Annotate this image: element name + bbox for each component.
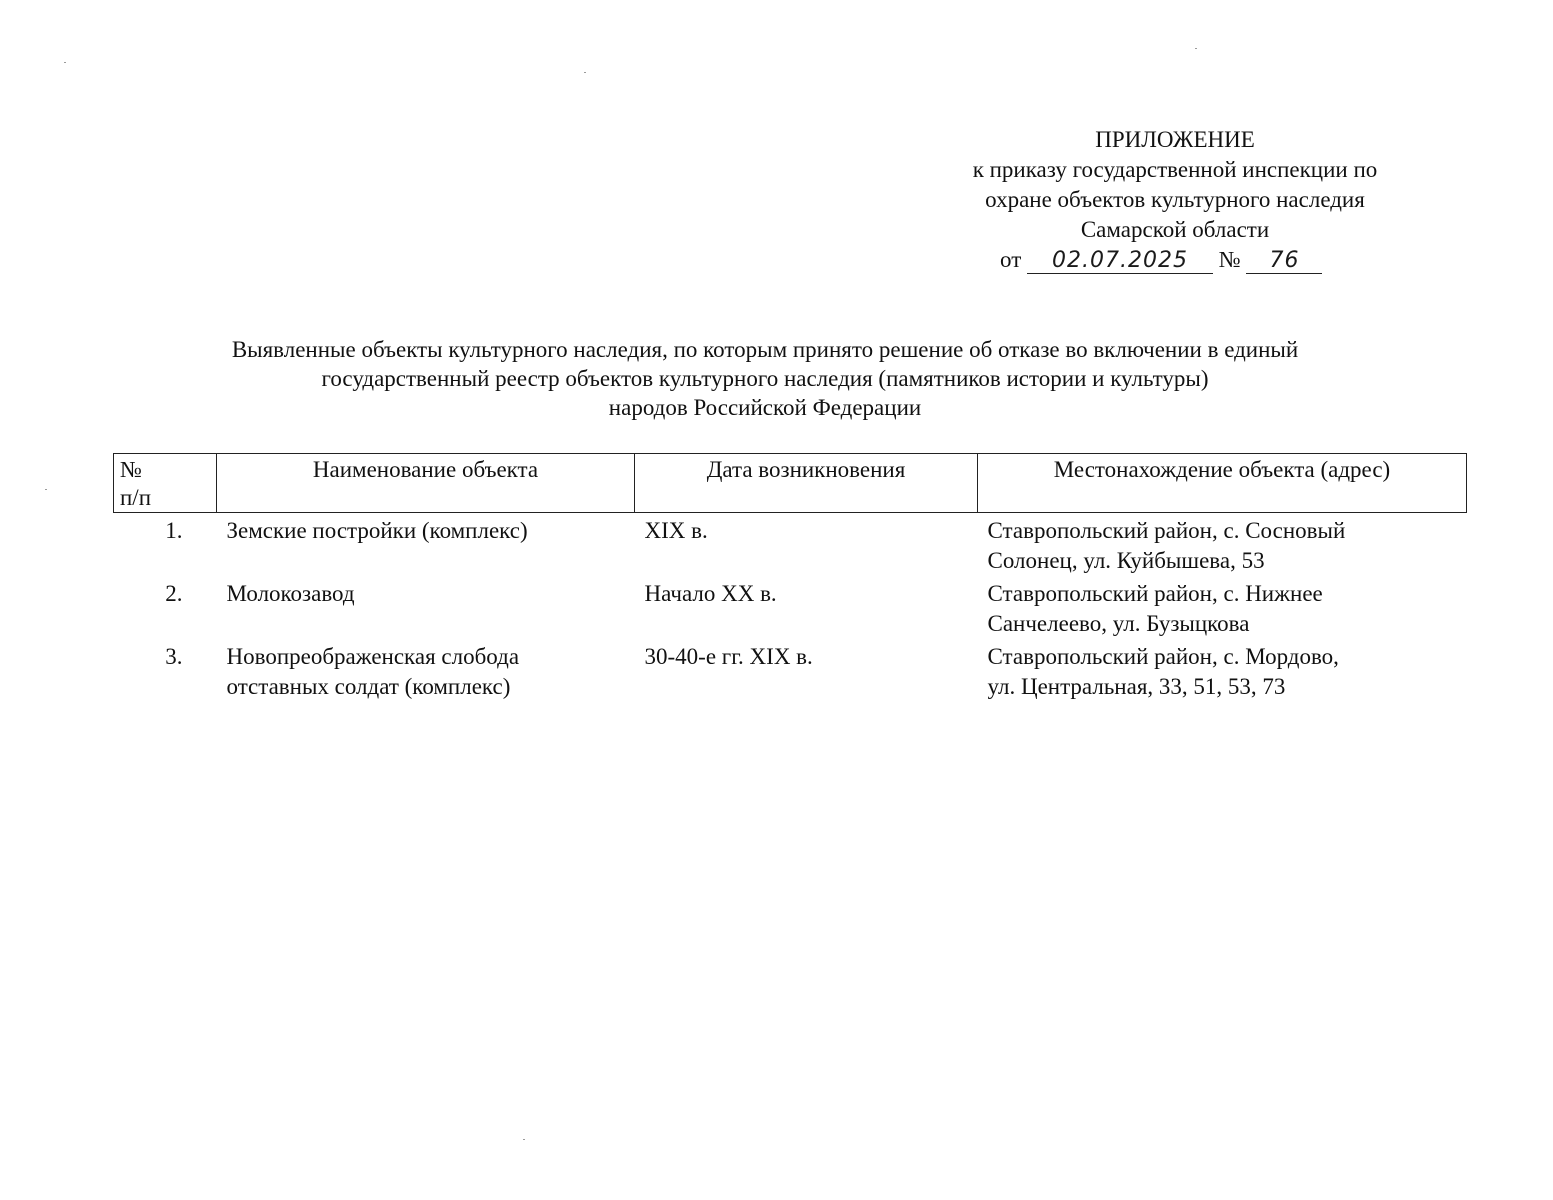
row-address-line-2: ул. Центральная, 33, 51, 53, 73 (987, 674, 1286, 699)
number-field (1246, 245, 1322, 274)
title-line-2: государственный реестр объектов культурного наследия (памятников истории и культуры) (321, 366, 1209, 391)
appendix-line-1: к приказу государственной инспекции по (972, 157, 1378, 182)
row-address-line-2: Солонец, ул. Куйбышева, 53 (987, 548, 1265, 573)
row-number: 3. (165, 644, 183, 669)
scan-speck (45, 489, 47, 490)
row-name-line-1: Новопреображенская слобода (226, 644, 520, 669)
row-address-line-1: Ставропольский район, с. Нижнее (987, 581, 1323, 606)
table-header-row (114, 454, 1467, 513)
header-number-line-2: п/п (120, 485, 152, 510)
row-address-line-1: Ставропольский район, с. Сосновый (987, 518, 1346, 543)
row-date: 30-40-е гг. XIX в. (644, 644, 813, 669)
handwritten-date: 02.07.2025 (1052, 248, 1188, 273)
row-name-line-2: отставных солдат (комплекс) (226, 674, 511, 699)
table-row (114, 576, 1467, 639)
row-name (217, 639, 635, 702)
table-row (114, 639, 1467, 702)
handwritten-number: 76 (1269, 248, 1300, 273)
row-name-line-1: Земские постройки (комплекс) (226, 518, 528, 543)
row-address (978, 639, 1467, 702)
row-name-line-1: Молокозавод (226, 581, 355, 606)
scan-speck (584, 72, 586, 73)
document-title (120, 335, 1410, 422)
row-address (978, 513, 1467, 577)
objects-table (113, 453, 1467, 702)
appendix-block (920, 125, 1430, 275)
objects-table-container (113, 453, 1467, 702)
scan-speck (523, 1139, 525, 1140)
order-date-number-line (1000, 245, 1430, 275)
date-field (1027, 245, 1213, 274)
appendix-line-3: Самарской области (1080, 217, 1270, 242)
row-number: 1. (165, 518, 183, 543)
row-date: Начало XX в. (644, 581, 777, 606)
number-prefix: № (1218, 247, 1241, 272)
table-row (114, 513, 1467, 577)
row-name (217, 576, 635, 639)
row-date: XIX в. (644, 518, 708, 543)
header-date: Дата возникновения (635, 454, 978, 513)
title-line-1: Выявленные объекты культурного наследия, по которым принято решение об отказе во включении в единый (231, 337, 1299, 362)
row-address (978, 576, 1467, 639)
scan-speck (64, 62, 66, 63)
appendix-heading: ПРИЛОЖЕНИЕ (1095, 127, 1255, 152)
header-address: Местонахождение объекта (адрес) (978, 454, 1467, 513)
row-name (217, 513, 635, 577)
title-line-3: народов Российской Федерации (608, 395, 922, 420)
row-number: 2. (165, 581, 183, 606)
appendix-line-2: охране объектов культурного наследия (985, 187, 1365, 212)
header-name: Наименование объекта (217, 454, 635, 513)
row-address-line-2: Санчелеево, ул. Бузыцкова (987, 611, 1250, 636)
header-number (114, 454, 217, 513)
header-number-line-1: № (120, 457, 142, 482)
scan-speck (1195, 48, 1197, 49)
row-address-line-1: Ставропольский район, с. Мордово, (987, 644, 1339, 669)
date-prefix: от (1000, 247, 1022, 272)
